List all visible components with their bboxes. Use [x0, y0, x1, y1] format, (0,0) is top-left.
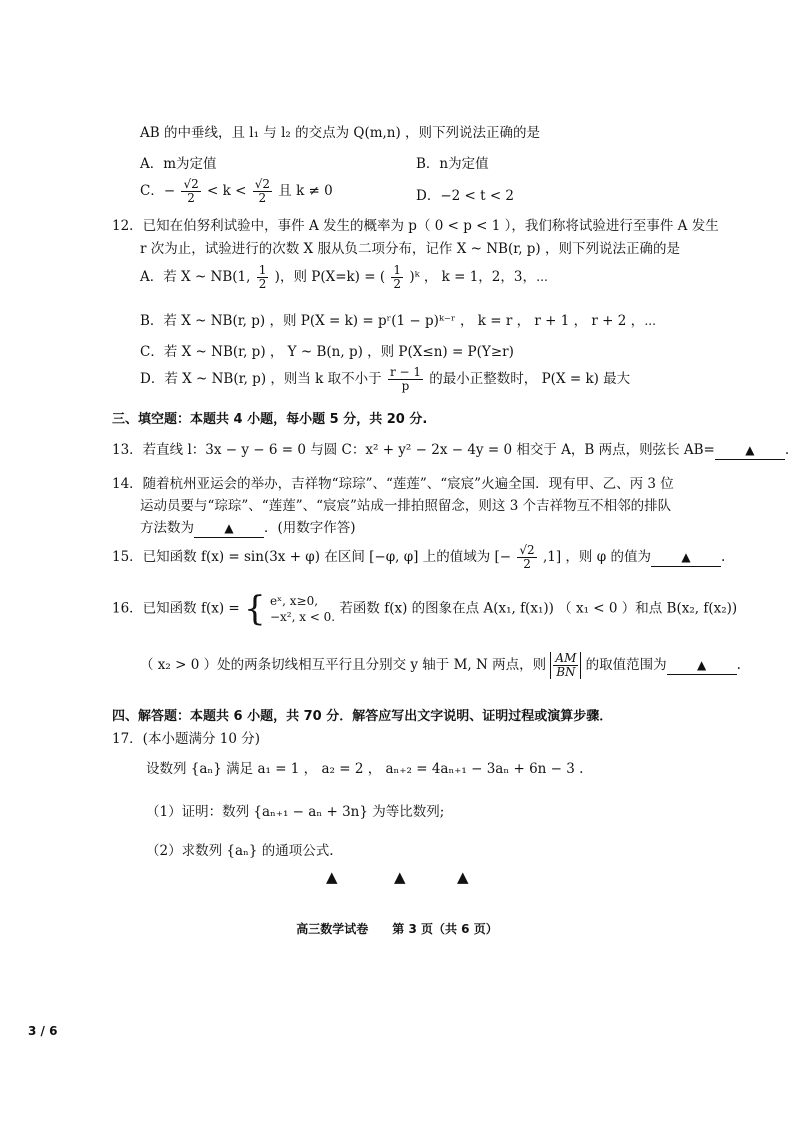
end-mark: ▲ [457, 868, 469, 886]
fraction: $\frac{1}{2}$ [393, 263, 402, 291]
q16-line1: 16．已知函数 f(x) = { eˣ, x≥0, −x², x < 0. 若函数 f(x) 的图象在点 A(x₁, f(x₁)) （ x₁ < 0 ）和点 B(x₂, f(x₂)) [112, 589, 738, 629]
page-footer: 高三数学试卷 第 3 页（共 6 页） [296, 922, 498, 936]
q11-option-b: B．n为定值 [416, 156, 489, 172]
piecewise-cases: eˣ, x≥0, −x², x < 0. [269, 594, 336, 624]
left-brace: { [244, 589, 266, 629]
fraction: $\frac{1}{2}$ [258, 263, 267, 291]
q14-line2: 运动员要与“琮琮”、“莲莲”、“宸宸”站成一排拍照留念，则这 3 个吉祥物互不相邻的排队 [140, 498, 672, 514]
q16-line2: （ x₂ > 0 ）处的两条切线相互平行且分别交 y 轴于 M, N 两点，则 $\frac{AM}{BN}$ 的取值范围为 ▲ . [140, 651, 741, 679]
answer-blank: ▲ [667, 656, 737, 675]
page-number: 3 / 6 [28, 1024, 58, 1038]
q17-given: 设数列 {aₙ} 满足 a₁ = 1 ， a₂ = 2 ， aₙ₊₂ = 4aₙ₊₁ − 3aₙ + 6n − 3 . [146, 761, 584, 777]
q11-option-c: C．− $\frac{√2}{2}$ < k < $\frac{√2}{2}$ 且 k ≠ 0 [140, 177, 333, 205]
section-3-heading: 三、填空题：本题共 4 小题，每小题 5 分，共 20 分. [112, 412, 428, 427]
q11-option-d: D．−2 < t < 2 [416, 188, 515, 204]
section-4-heading: 四、解答题：本题共 6 小题，共 70 分．解答应写出文字说明、证明过程或演算步骤． [112, 709, 613, 724]
q17-part2: （2）求数列 {aₙ} 的通项公式. [146, 843, 334, 859]
q17-heading: 17．(本小题满分 10 分) [112, 731, 260, 747]
answer-blank: ▲ [715, 441, 785, 460]
absolute-ratio: $\frac{AM}{BN}$ [550, 652, 581, 679]
q12-stem-line2: r 次为止，试验进行的次数 X 服从负二项分布，记作 X ~ NB(r, p) ，则下列说法正确的是 [140, 241, 680, 257]
q14-line1: 14．随着杭州亚运会的举办，吉祥物“琮琮”、“莲莲”、“宸宸”火遍全国．现有甲、乙、丙 3 位 [112, 476, 674, 492]
q12-option-a: A．若 X ~ NB(1, $\frac{1}{2}$ )，则 P(X=k) = ( $\frac{1}{2}$ )ᵏ ， k = 1，2，3，⋯ [140, 263, 549, 291]
answer-blank: ▲ [651, 548, 721, 567]
q12-option-b: B．若 X ~ NB(r, p) ，则 P(X = k) = pʳ(1 − p)ᵏ⁻ʳ ， k = r ， r + 1 ， r + 2 ，⋯ [140, 313, 657, 329]
fraction: $\frac{√2}{2}$ [183, 177, 199, 205]
fraction: $\frac{√2}{2}$ [519, 543, 535, 571]
fraction: $\frac{√2}{2}$ [254, 177, 270, 205]
answer-blank: ▲ [194, 519, 264, 538]
q11-option-a: A．m为定值 [140, 156, 217, 172]
end-mark: ▲ [394, 868, 406, 886]
q12-stem-line1: 12．已知在伯努利试验中，事件 A 发生的概率为 p（ 0 < p < 1 ），我们称将试验进行至事件 A 发生 [112, 218, 719, 234]
q13: 13．若直线 l：3x − y − 6 = 0 与圆 C：x² + y² − 2x − 4y = 0 相交于 A，B 两点，则弦长 AB= ▲ . [112, 442, 790, 458]
q12-option-d: D．若 X ~ NB(r, p) ，则当 k 取不小于 $\frac{r - 1}{p}$ 的最小正整数时， P(X = k) 最大 [140, 365, 631, 393]
q12-option-c: C．若 X ~ NB(r, p) ， Y ~ B(n, p) ，则 P(X≤n) = P(Y≥r) [140, 344, 514, 360]
q17-part1: （1）证明：数列 {aₙ₊₁ − aₙ + 3n} 为等比数列; [146, 804, 445, 820]
q14-line3: 方法数为 ▲ ．(用数字作答) [140, 520, 356, 536]
fraction: $\frac{r - 1}{p}$ [389, 365, 421, 393]
q15: 15．已知函数 f(x) = sin(3x + φ) 在区间 [−φ, φ] 上的值域为 [− $\frac{√2}{2}$ ,1] ，则 φ 的值为 ▲ . [112, 543, 726, 571]
q11-stem-tail: AB 的中垂线，且 l₁ 与 l₂ 的交点为 Q(m,n) ，则下列说法正确的是 [140, 125, 541, 141]
end-mark: ▲ [326, 868, 338, 886]
